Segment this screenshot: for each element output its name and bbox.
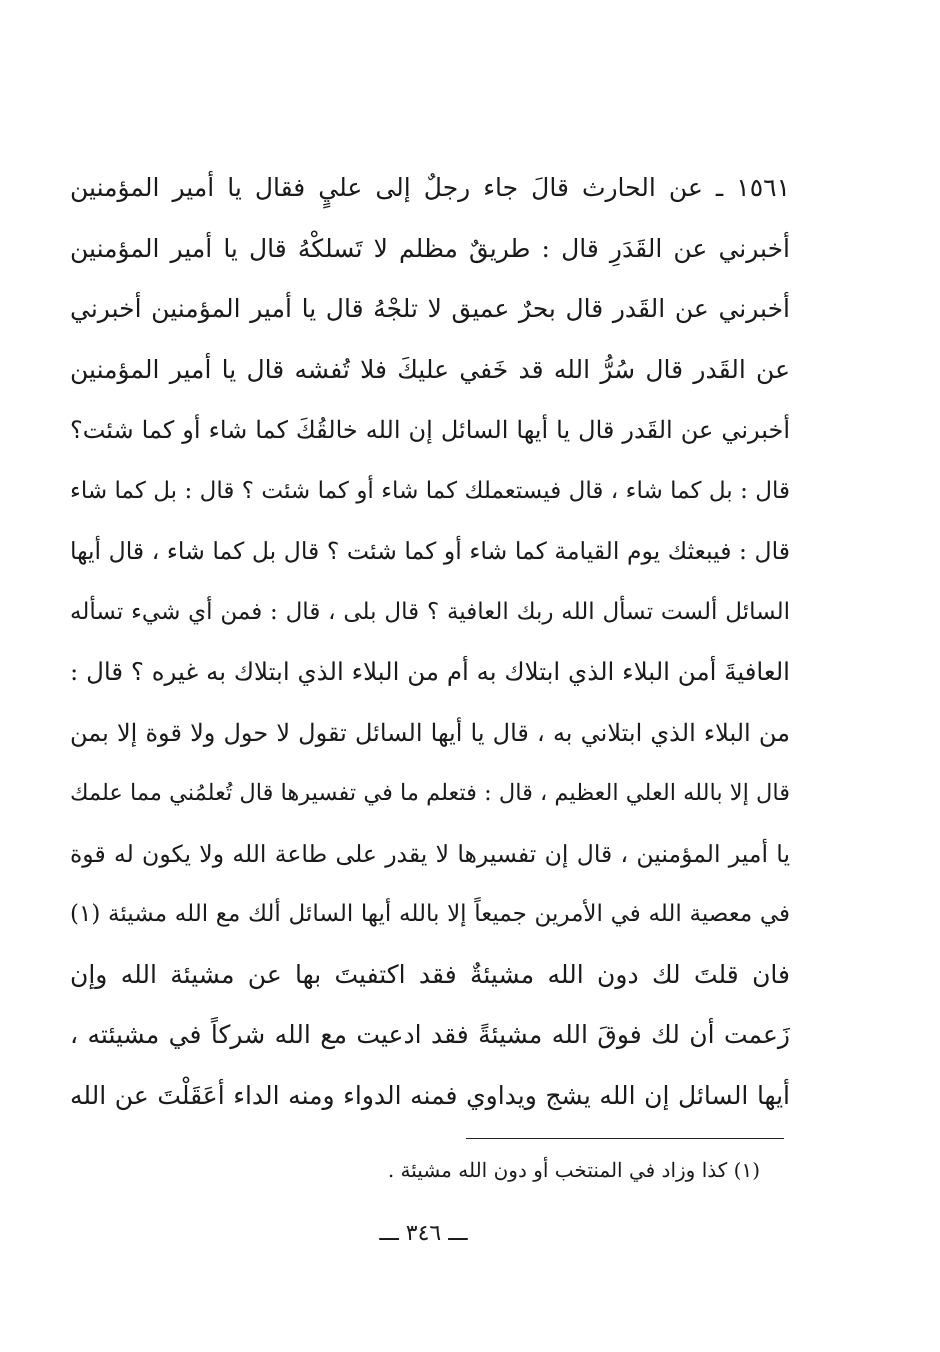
text-line: عن القَدر قال سُرُّ الله قد خَفي عليكَ فلا تُفشه قال يا أمير المؤمنين — [70, 354, 790, 384]
text-line: أخبرني عن القَدر قال بحرٌ عميق لا تلجْهُ قال يا أمير المؤمنين أخبرني — [70, 294, 790, 323]
body-text — [70, 158, 790, 1126]
text-line: من البلاء الذي ابتلاني به ، قال يا أيها السائل تقول لا حول ولا قوة إلا بمن — [70, 718, 790, 747]
text-line: أخبرني عن القَدر قال يا أيها السائل إن الله خالقُكَ كما شاء أو كما شئت؟ — [70, 416, 790, 444]
text-line: السائل ألست تسأل الله ربك العافية ؟ قال بلى ، قال : فمن أي شيء تسأله — [70, 598, 790, 625]
text-line: ١٥٦١ ـ عن الحارث قالَ جاء رجلٌ إلى عليٍ فقال يا أمير المؤمنين — [70, 173, 790, 202]
page-number: ـــ ٣٤٦ ـــ — [379, 1221, 468, 1246]
text-line: العافيةَ أمن البلاء الذي ابتلاك به أم من البلاء الذي ابتلاك به غيره ؟ قال : — [70, 657, 790, 686]
text-line: زَعمت أن لك فوقَ الله مشيئةً فقد ادعيت مع الله شركاً في مشيئته ، — [70, 1020, 790, 1049]
text-line: قال : بل كما شاء ، قال فيستعملك كما شاء أو كما شئت ؟ قال : بل كما شاء — [70, 477, 790, 504]
text-line: قال : فيبعثك يوم القيامة كما شاء أو كما شئت ؟ قال بل كما شاء ، قال أيها — [70, 537, 790, 565]
text-line: أيها السائل إن الله يشج ويداوي فمنه الدواء ومنه الداء أعَقَلْتَ عن الله — [70, 1080, 790, 1110]
text-line: فان قلتَ لك دون الله مشيئةٌ فقد اكتفيتَ بها عن مشيئة الله وإن — [70, 959, 790, 989]
text-line: يا أمير المؤمنين ، قال إن تفسيرها لا يقدر على طاعة الله ولا يكون له قوة — [70, 839, 790, 868]
footnote: (١) كذا وزاد في المنتخب أو دون الله مشيئة . — [387, 1158, 760, 1182]
text-line: في معصية الله في الأمرين جميعاً إلا بالله أيها السائل ألك مع الله مشيئة (١) — [70, 901, 790, 927]
footnote-divider — [466, 1138, 784, 1139]
text-line: أخبرني عن القَدَرِ قال : طريقٌ مظلم لا تَسلكْهُ قال يا أمير المؤمنين — [70, 233, 790, 263]
text-line: قال إلا بالله العلي العظيم ، قال : فتعلم ما في تفسيرها قال تُعلمُني مما علمك — [70, 780, 790, 806]
